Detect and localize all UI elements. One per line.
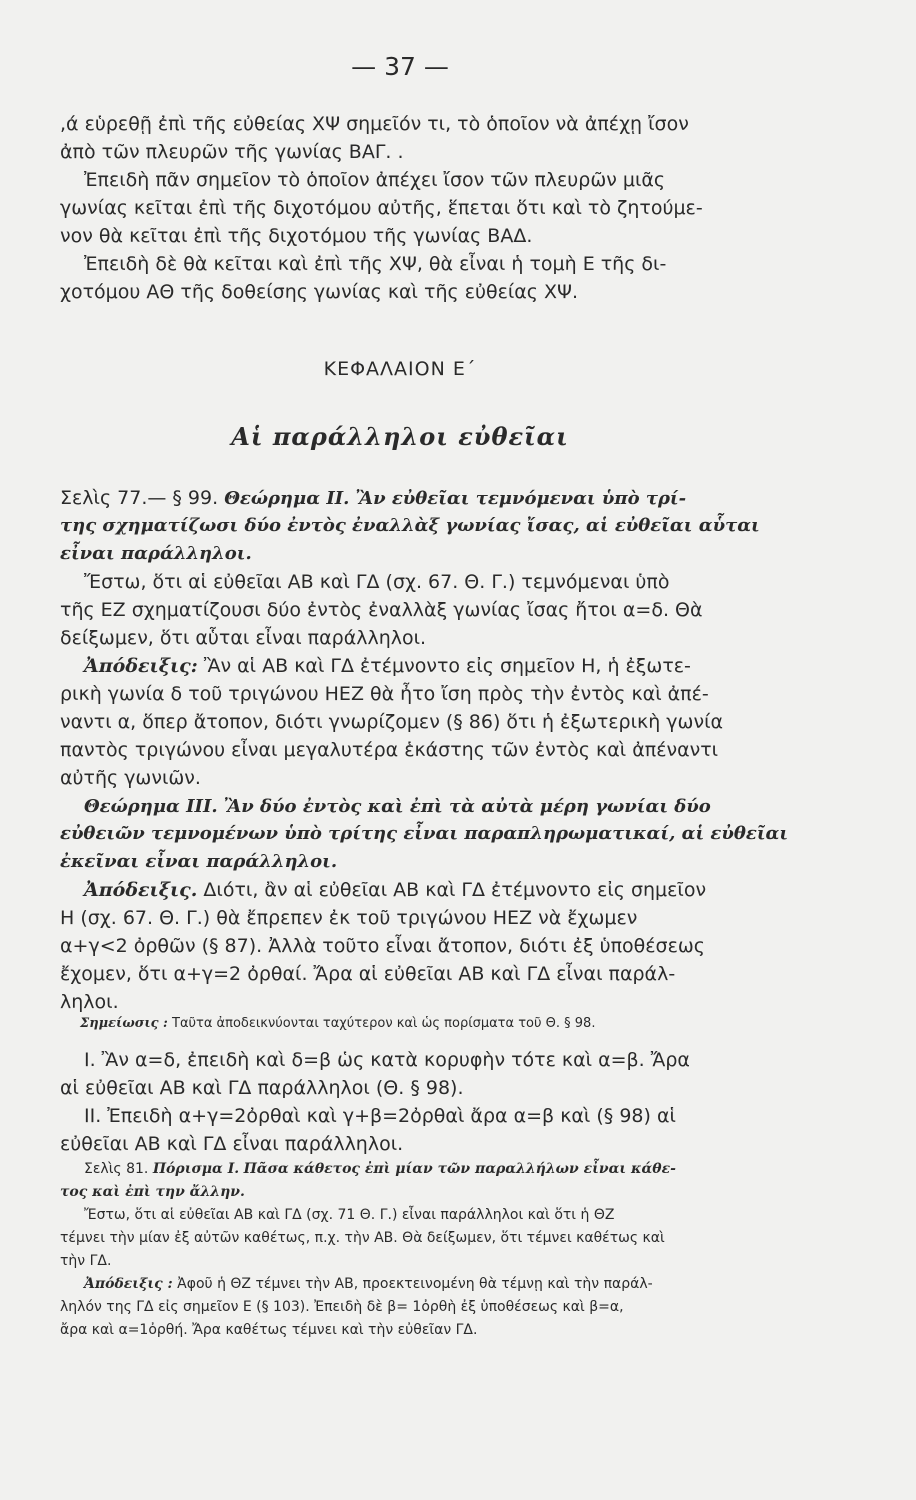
text-line: Ι. Ἂν α=δ, ἐπειδὴ καὶ δ=β ὡς κατὰ κορυφὴν τότε καὶ α=β. Ἄρα xyxy=(84,1049,690,1071)
theorem-statement: της σχηματίζωσι δύο ἐντὸς ἐναλλὰξ γωνίας ἴσας, αἱ εὐθεῖαι αὗται xyxy=(60,515,760,536)
text-line: αἱ εὐθεῖαι ΑΒ καὶ ΓΔ παράλληλοι (Θ. § 98). xyxy=(60,1077,464,1099)
text-line: αὐτῆς γωνιῶν. xyxy=(60,767,201,789)
proof-first-line xyxy=(60,876,816,904)
text-line: τέμνει τὴν μίαν ἐξ αὐτῶν καθέτως, π.χ. τὴν ΑΒ. Θὰ δείξωμεν, ὅτι τέμνει καθέτως καὶ xyxy=(60,1230,665,1246)
proof-first-line xyxy=(60,652,816,680)
proof-text: Διότι, ἂν αἱ εὐθεῖαι ΑΒ καὶ ΓΔ ἐτέμνοντο εἰς σημεῖον xyxy=(203,879,707,901)
corollary-statement: Πᾶσα κάθετος ἐπὶ μίαν τῶν παραλλήλων εἶναι κάθε- xyxy=(243,1161,676,1177)
theorem-label: Θεώρημα ΙΙΙ. xyxy=(84,796,218,817)
theorem-2-first-line xyxy=(60,484,816,512)
proof-first-line xyxy=(60,1273,816,1296)
text-line: Ἔστω, ὅτι αἱ εὐθεῖαι ΑΒ καὶ ΓΔ (σχ. 67. Θ. Γ.) τεμνόμεναι ὑπὸ xyxy=(84,571,670,593)
intro-paragraph xyxy=(60,110,816,306)
theorem-2 xyxy=(60,484,816,792)
corollary-statement: τος καὶ ἐπὶ την ἄλλην. xyxy=(60,1184,245,1200)
text-line: τὴν ΓΔ. xyxy=(60,1253,112,1269)
note-text: Ταῦτα ἀποδεικνύονται ταχύτερον καὶ ὡς πορίσματα τοῦ Θ. § 98. xyxy=(172,1016,596,1031)
theorem-label: Θεώρημα ΙΙ. xyxy=(224,488,350,509)
text-line: α+γ<2 ὀρθῶν (§ 87). Ἀλλὰ τοῦτο εἶναι ἄτοπον, διότι ἐξ ὑποθέσεως xyxy=(60,935,705,957)
theorem-statement: Ἂν δύο ἐντὸς καὶ ἐπὶ τὰ αὐτὰ μέρη γωνίαι δύο xyxy=(223,796,711,817)
page-ref: Σελὶς 77.— § 99. xyxy=(60,487,219,509)
proof-text: Ἂν αἱ ΑΒ καὶ ΓΔ ἐτέμνοντο εἰς σημεῖον Η, ἡ ἐξωτε- xyxy=(203,655,691,677)
proof-label: Ἀπόδειξις: xyxy=(84,655,198,677)
text-line: δείξωμεν, ὅτι αὗται εἶναι παράλληλοι. xyxy=(60,627,427,649)
page-number: — 37 — xyxy=(351,52,449,81)
text-line: Η (σχ. 67. Θ. Γ.) θὰ ἔπρεπεν ἐκ τοῦ τριγώνου ΗΕΖ νὰ ἔχωμεν xyxy=(60,907,638,929)
text-line: ἄρα καὶ α=1ὀρθή. Ἄρα καθέτως τέμνει καὶ τὴν εὐθεῖαν ΓΔ. xyxy=(60,1322,478,1338)
text-line: ληλοι. xyxy=(60,991,119,1013)
text-line: ἔχομεν, ὅτι α+γ=2 ὀρθαί. Ἄρα αἱ εὐθεῖαι ΑΒ καὶ ΓΔ εἶναι παράλ- xyxy=(60,963,676,985)
text-line: ,ά εὑρεθῇ ἐπὶ τῆς εὐθείας ΧΨ σημεῖόν τι, τὸ ὁποῖον νὰ ἀπέχῃ ἴσον xyxy=(60,113,689,135)
text-line: τῆς ΕΖ σχηματίζουσι δύο ἐντὸς ἐναλλὰξ γωνίας ἴσας ἤτοι α=δ. Θὰ xyxy=(60,599,703,621)
proof-label: Ἀπόδειξις. xyxy=(84,879,198,901)
theorem-3 xyxy=(60,792,816,1016)
theorem-statement: εὐθειῶν τεμνομένων ὑπὸ τρίτης εἶναι παραπληρωματικαί, αἱ εὐθεῖαι xyxy=(60,823,789,844)
text-line: ναντι α, ὅπερ ἄτοπον, διότι γνωρίζομεν (§ 86) ὅτι ἡ ἐξωτερικὴ γωνία xyxy=(60,711,724,733)
text-line: γωνίας κεῖται ἐπὶ τῆς διχοτόμου αὐτῆς, ἕπεται ὅτι καὶ τὸ ζητούμε- xyxy=(60,197,703,219)
page-ref: Σελὶς 81. xyxy=(84,1161,149,1177)
section-title: Αἱ παράλληλοι εὐθεῖαι xyxy=(231,422,569,451)
note-label: Σημείωσις : xyxy=(80,1016,168,1031)
chapter-heading: ΚΕΦΑΛΑΙΟΝ Ε΄ xyxy=(323,358,477,380)
text-line: Ἐπειδὴ πᾶν σημεῖον τὸ ὁποῖον ἀπέχει ἴσον τῶν πλευρῶν μιᾶς xyxy=(84,169,666,191)
text-line: νον θὰ κεῖται ἐπὶ τῆς διχοτόμου τῆς γωνίας ΒΑΔ. xyxy=(60,225,533,247)
text-line: ρικὴ γωνία δ τοῦ τριγώνου ΗΕΖ θὰ ἦτο ἴση πρὸς τὴν ἐντὸς καὶ ἀπέ- xyxy=(60,683,709,705)
text-line: ληλόν της ΓΔ εἰς σημεῖον Ε (§ 103). Ἐπειδὴ δὲ β= 1ὀρθὴ ἐξ ὑποθέσεως καὶ β=α, xyxy=(60,1299,624,1315)
text-line: παντὸς τριγώνου εἶναι μεγαλυτέρα ἑκάστης τῶν ἐντὸς καὶ ἀπέναντι xyxy=(60,739,719,761)
text-line: Ἐπειδὴ δὲ θὰ κεῖται καὶ ἐπὶ τῆς ΧΨ, θὰ εἶναι ἡ τομὴ Ε τῆς δι- xyxy=(84,253,667,275)
corollary-label: Πόρισμα Ι. xyxy=(152,1161,240,1177)
theorem-statement: Ἂν εὐθεῖαι τεμνόμεναι ὑπὸ τρί- xyxy=(355,488,687,509)
theorem-statement: ἐκεῖναι εἶναι παράλληλοι. xyxy=(60,851,338,872)
note-items xyxy=(60,1046,816,1158)
text-line: χοτόμου ΑΘ τῆς δοθείσης γωνίας καὶ τῆς εὐθείας ΧΨ. xyxy=(60,281,579,303)
proof-label: Ἀπόδειξις : xyxy=(84,1276,173,1292)
text-line: Ἔστω, ὅτι αἱ εὐθεῖαι ΑΒ καὶ ΓΔ (σχ. 71 Θ. Γ.) εἶναι παράλληλοι καὶ ὅτι ἡ ΘΖ xyxy=(84,1207,615,1223)
corollary xyxy=(60,1158,816,1342)
proof-text: Ἀφοῦ ἡ ΘΖ τέμνει τὴν ΑΒ, προεκτεινομένη θὰ τέμνῃ καὶ τὴν παράλ- xyxy=(177,1276,653,1292)
corollary-first-line xyxy=(60,1158,816,1181)
theorem-statement: εἶναι παράλληλοι. xyxy=(60,543,252,564)
note xyxy=(80,1016,800,1031)
text-line: ΙΙ. Ἐπειδὴ α+γ=2ὀρθαὶ καὶ γ+β=2ὀρθαὶ ἄρα α=β καὶ (§ 98) αἱ xyxy=(84,1105,676,1127)
text-line: ἀπὸ τῶν πλευρῶν τῆς γωνίας ΒΑΓ. . xyxy=(60,141,404,163)
text-line: εὐθεῖαι ΑΒ καὶ ΓΔ εἶναι παράλληλοι. xyxy=(60,1133,404,1155)
theorem-3-first-line xyxy=(60,792,816,820)
